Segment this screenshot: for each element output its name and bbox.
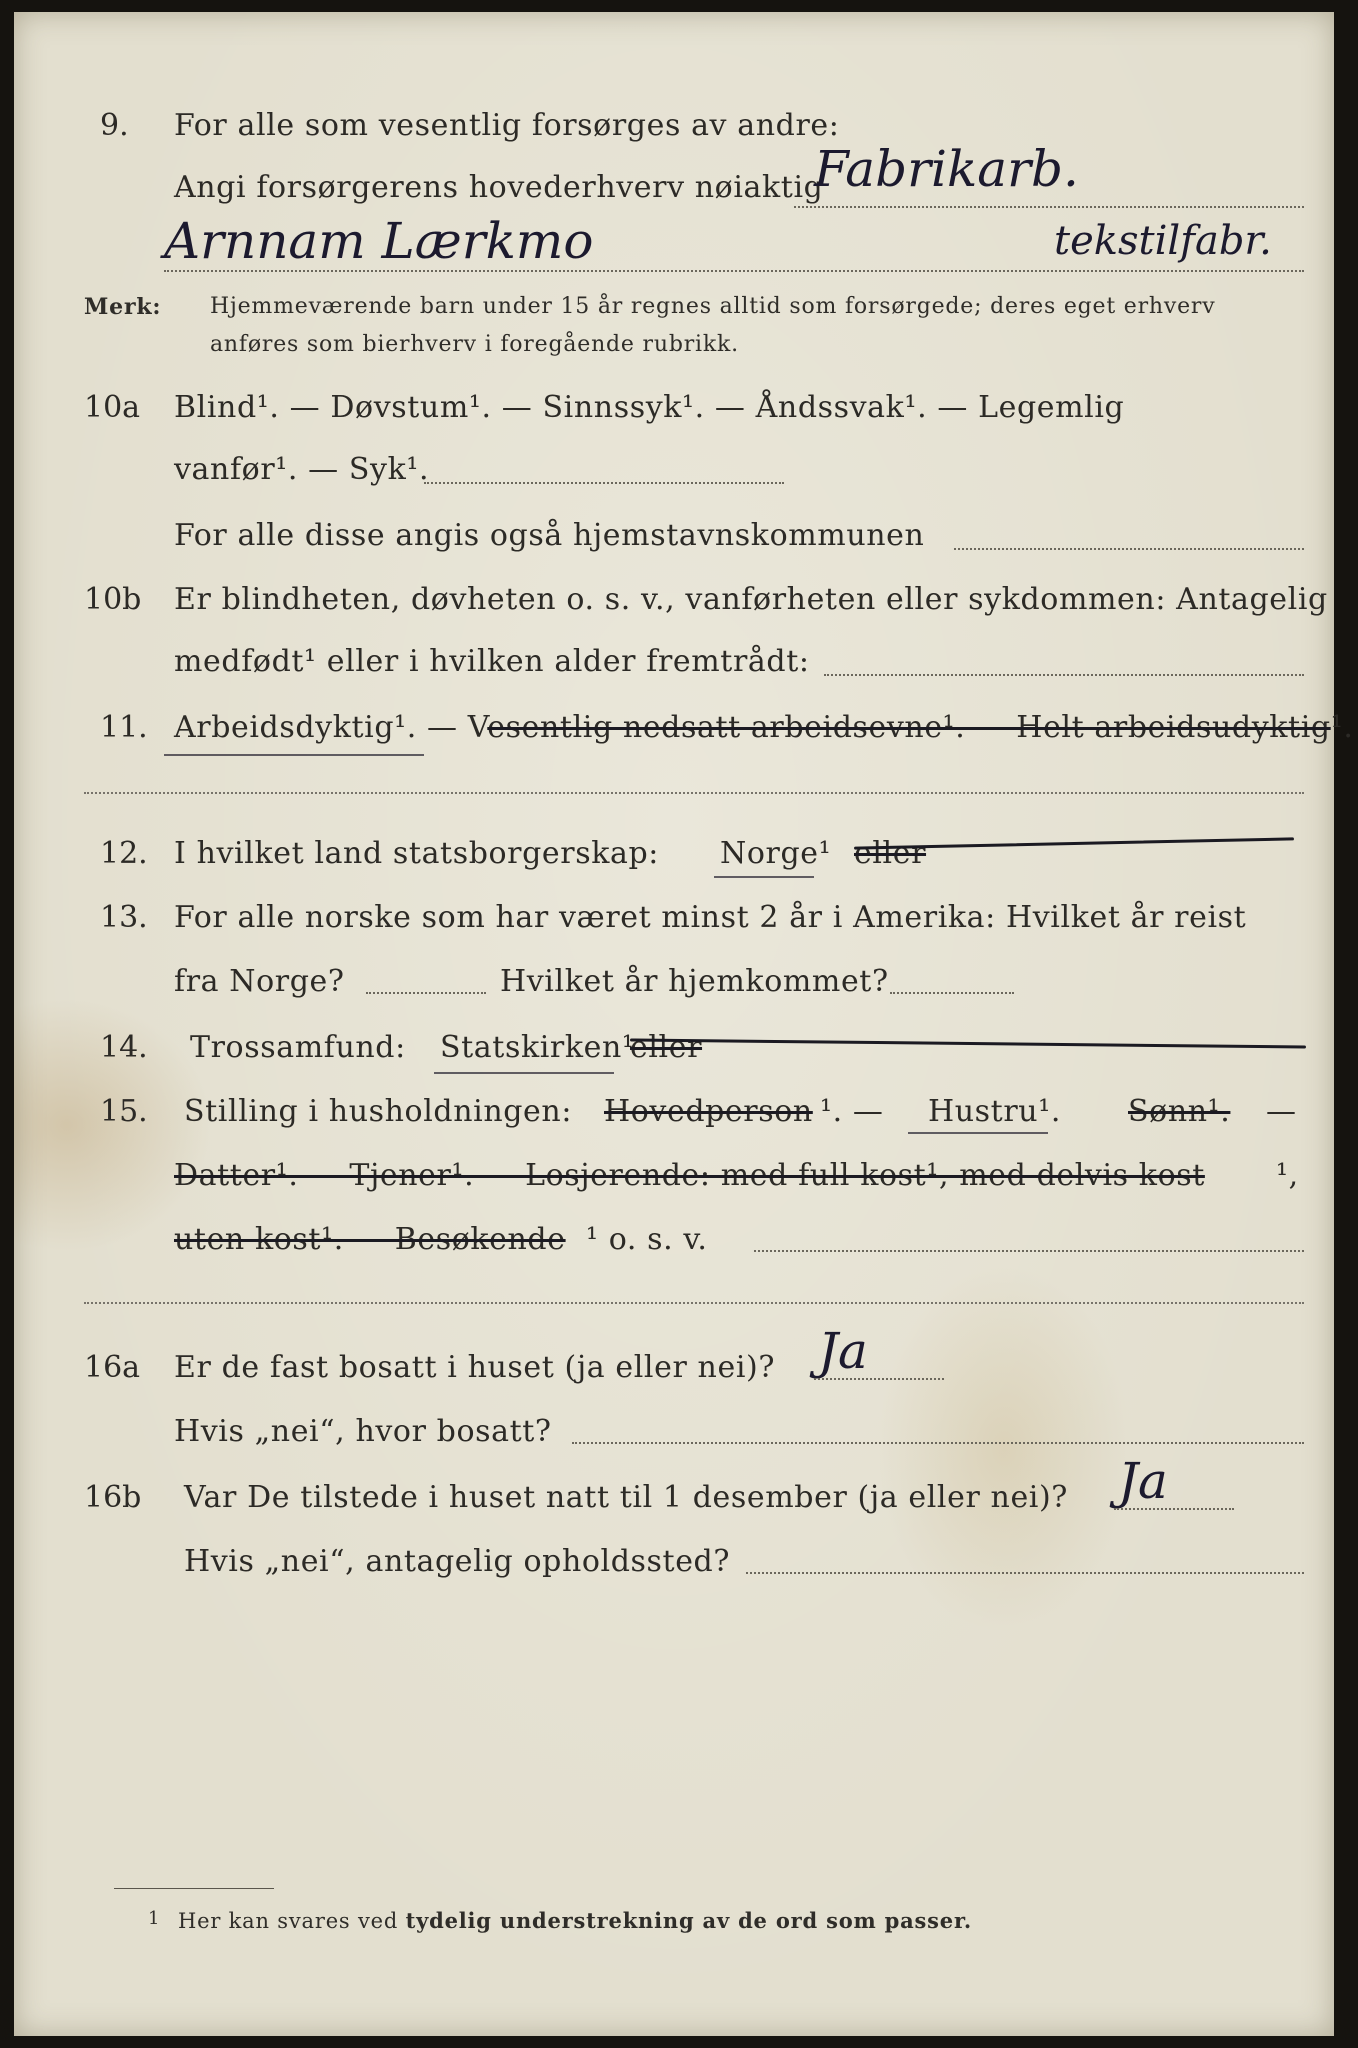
q15-hovedperson-option: Hovedperson bbox=[604, 1094, 813, 1129]
q15-separator bbox=[84, 1302, 1304, 1304]
q15-line2-end: ¹, bbox=[1276, 1158, 1299, 1193]
q10b-answer-line bbox=[824, 674, 1304, 676]
q12-number: 12. bbox=[100, 836, 148, 871]
q14-number: 14. bbox=[100, 1030, 148, 1065]
q15-line3: uten kost¹. — Besøkende bbox=[174, 1222, 566, 1257]
q16a-handwritten-answer: Ja bbox=[818, 1322, 868, 1380]
q10a-line3: For alle disse angis også hjemstavnskommunen bbox=[174, 518, 925, 553]
q11-able-option: Arbeidsdyktig¹. — V bbox=[174, 710, 488, 745]
q16b-number: 16b bbox=[84, 1480, 142, 1515]
q10a-number: 10a bbox=[84, 390, 141, 425]
q16b-question: Var De tilstede i huset natt til 1 desember (ja eller nei)? bbox=[184, 1480, 1068, 1515]
q10a-sick-answer-line bbox=[424, 482, 784, 484]
q15-sep1: ¹. — bbox=[820, 1094, 884, 1129]
q10b-number: 10b bbox=[84, 582, 142, 617]
q15-line3-end: ¹ o. s. v. bbox=[586, 1222, 708, 1257]
q16a-number: 16a bbox=[84, 1350, 141, 1385]
q11-separator bbox=[84, 792, 1304, 794]
merk-line2: anføres som bierhverv i foregående rubrikk. bbox=[210, 332, 739, 357]
q15-line2: Datter¹. — Tjener¹. — Losjerende: med full kost¹, med delvis kost bbox=[174, 1158, 1205, 1193]
footnote-text bbox=[178, 1908, 972, 1933]
q9-number: 9. bbox=[100, 108, 129, 143]
q14-eller-option: eller bbox=[630, 1030, 703, 1065]
footnote-mark: 1 bbox=[148, 1908, 161, 1929]
merk-label: Merk: bbox=[84, 294, 162, 320]
q16a-answer-line bbox=[814, 1378, 944, 1380]
q11-underline bbox=[164, 754, 424, 756]
q16b-line2: Hvis „nei“, antagelig opholdssted? bbox=[184, 1544, 731, 1579]
footnote-text-bold: tydelig understrekning av de ord som passer. bbox=[405, 1908, 973, 1933]
q13-line1: For alle norske som har været minst 2 år i Amerika: Hvilket år reist bbox=[174, 900, 1247, 935]
q11-end: ¹. bbox=[1330, 710, 1354, 745]
q12-label: I hvilket land statsborgerskap: bbox=[174, 836, 659, 871]
q15-answer-line bbox=[754, 1250, 1304, 1252]
q15-sonn-option: Sønn¹. bbox=[1128, 1094, 1231, 1129]
q15-label: Stilling i husholdningen: bbox=[184, 1094, 573, 1129]
q14-label: Trossamfund: bbox=[190, 1030, 406, 1065]
footnote-rule bbox=[114, 1888, 274, 1889]
q10a-line2: vanfør¹. — Syk¹. bbox=[174, 452, 430, 487]
q13-number: 13. bbox=[100, 900, 148, 935]
q12-eller-option: eller bbox=[854, 836, 927, 871]
q9-handwritten-employer: Arnnam Lærkmo bbox=[164, 212, 594, 270]
q12-norge-option: Norge¹ bbox=[720, 836, 832, 871]
q9-prompt: Angi forsørgerens hovederhverv nøiaktig bbox=[174, 170, 824, 205]
footnote-text-plain: Her kan svares ved bbox=[178, 1909, 399, 1933]
q14-underline bbox=[434, 1072, 614, 1074]
q13-line2a: fra Norge? bbox=[174, 964, 345, 999]
q10b-line1: Er blindheten, døvheten o. s. v., vanførheten eller sykdommen: Antagelig bbox=[174, 582, 1328, 617]
q12-underline bbox=[714, 876, 814, 878]
q14-statskirken-option: Statskirken¹ bbox=[440, 1030, 635, 1065]
q13-line2b: Hvilket år hjemkommet? bbox=[500, 964, 889, 999]
q11-options bbox=[174, 710, 1353, 745]
q16b-answer-line bbox=[1114, 1508, 1234, 1510]
q15-dash: — bbox=[1266, 1094, 1297, 1129]
q9-answer-line bbox=[794, 206, 1304, 208]
q16a-line2: Hvis „nei“, hvor bosatt? bbox=[174, 1414, 552, 1449]
q15-hustru-underline bbox=[908, 1132, 1048, 1134]
q15-hustru-option: Hustru¹. bbox=[928, 1094, 1061, 1129]
q13-year-left-line bbox=[366, 992, 486, 994]
q9-handwritten-occupation: Fabrikarb. bbox=[814, 140, 1079, 198]
q11-struck-options: esentlig nedsatt arbeidsevne¹. — Helt arbeidsudyktig bbox=[487, 710, 1331, 745]
q16b-whereabouts-line bbox=[746, 1572, 1304, 1574]
q13-year-returned-line bbox=[890, 992, 1014, 994]
q9-question: For alle som vesentlig forsørges av andre: bbox=[174, 108, 840, 143]
q9-second-answer-line bbox=[164, 270, 1304, 272]
q10a-line1: Blind¹. — Døvstum¹. — Sinnssyk¹. — Åndssvak¹. — Legemlig bbox=[174, 390, 1125, 425]
q10b-line2: medfødt¹ eller i hvilken alder fremtrådt: bbox=[174, 644, 810, 679]
q10a-home-municipality-line bbox=[954, 548, 1304, 550]
census-form-page bbox=[14, 12, 1354, 2036]
q16a-question: Er de fast bosatt i huset (ja eller nei)? bbox=[174, 1350, 776, 1385]
q16a-residence-line bbox=[572, 1442, 1304, 1444]
merk-line1: Hjemmeværende barn under 15 år regnes alltid som forsørgede; deres eget erhverv bbox=[210, 294, 1216, 319]
q9-handwritten-industry: tekstilfabr. bbox=[1054, 218, 1272, 264]
q15-number: 15. bbox=[100, 1094, 148, 1129]
q16b-handwritten-answer: Ja bbox=[1118, 1452, 1168, 1510]
q11-number: 11. bbox=[100, 710, 148, 745]
q14-strike-stroke bbox=[630, 1038, 1306, 1048]
